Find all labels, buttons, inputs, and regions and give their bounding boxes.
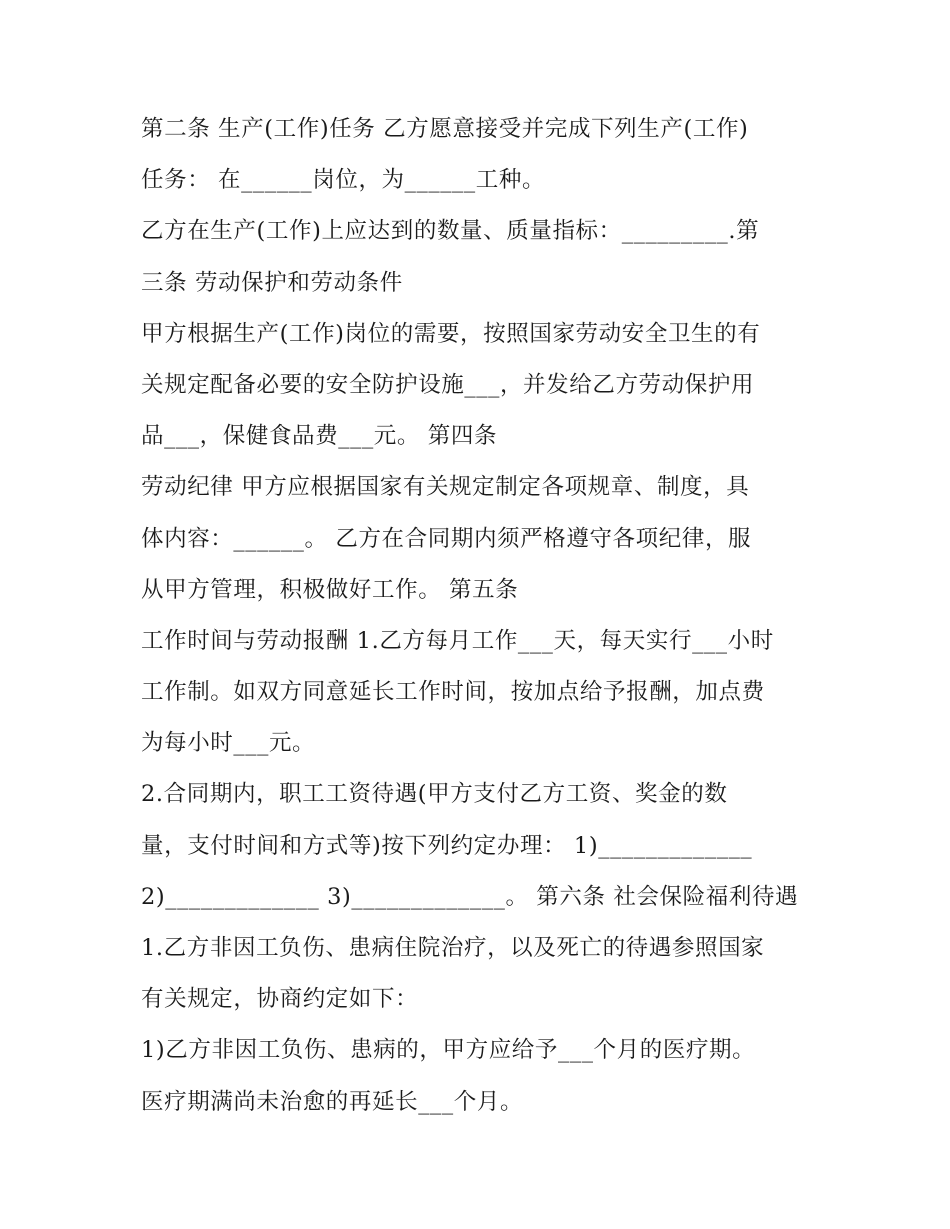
text-line: 有关规定，协商约定如下： (141, 986, 419, 1013)
text-line: 从甲方管理，积极做好工作。 第五条 (141, 576, 519, 603)
text-line: 2)_____________ 3)_____________。 第六条 社会保险福利待遇 (141, 883, 799, 910)
text-line: 关规定配备必要的安全防护设施___，并发给乙方劳动保护用 (141, 371, 755, 398)
text-line: 第二条 生产(工作)任务 乙方愿意接受并完成下列生产(工作) (141, 116, 749, 142)
text-line: 1)乙方非因工负伤、患病的，甲方应给予___个月的医疗期。 (141, 1037, 756, 1064)
text-line: 为每小时___元。 (141, 730, 316, 757)
text-line: 任务： 在______岗位，为______工种。 (141, 167, 546, 194)
text-line: 乙方在生产(工作)上应达到的数量、质量指标：_________.第 (141, 218, 760, 245)
text-line: 工作时间与劳动报酬 1.乙方每月工作___天，每天实行___小时 (141, 627, 774, 654)
text-line: 劳动纪律 甲方应根据国家有关规定制定各项规章、制度，具 (141, 474, 750, 501)
text-line: 量，支付时间和方式等)按下列约定办理： 1)_____________ (141, 832, 753, 859)
text-line: 工作制。如双方同意延长工作时间，按加点给予报酬，加点费 (141, 679, 765, 706)
text-line: 1.乙方非因工负伤、患病住院治疗，以及死亡的待遇参照国家 (141, 935, 765, 961)
contract-text (141, 104, 821, 1128)
text-line: 2.合同期内，职工工资待遇(甲方支付乙方工资、奖金的数 (141, 781, 728, 808)
text-line: 三条 劳动保护和劳动条件 (141, 269, 403, 296)
text-line: 体内容：______。 乙方在合同期内须严格遵守各项纪律，服 (141, 525, 752, 552)
text-line: 甲方根据生产(工作)岗位的需要，按照国家劳动安全卫生的有 (141, 320, 761, 347)
text-line: 品___，保健食品费___元。 第四条 (141, 423, 498, 450)
text-line: 医疗期满尚未治愈的再延长___个月。 (141, 1088, 524, 1115)
